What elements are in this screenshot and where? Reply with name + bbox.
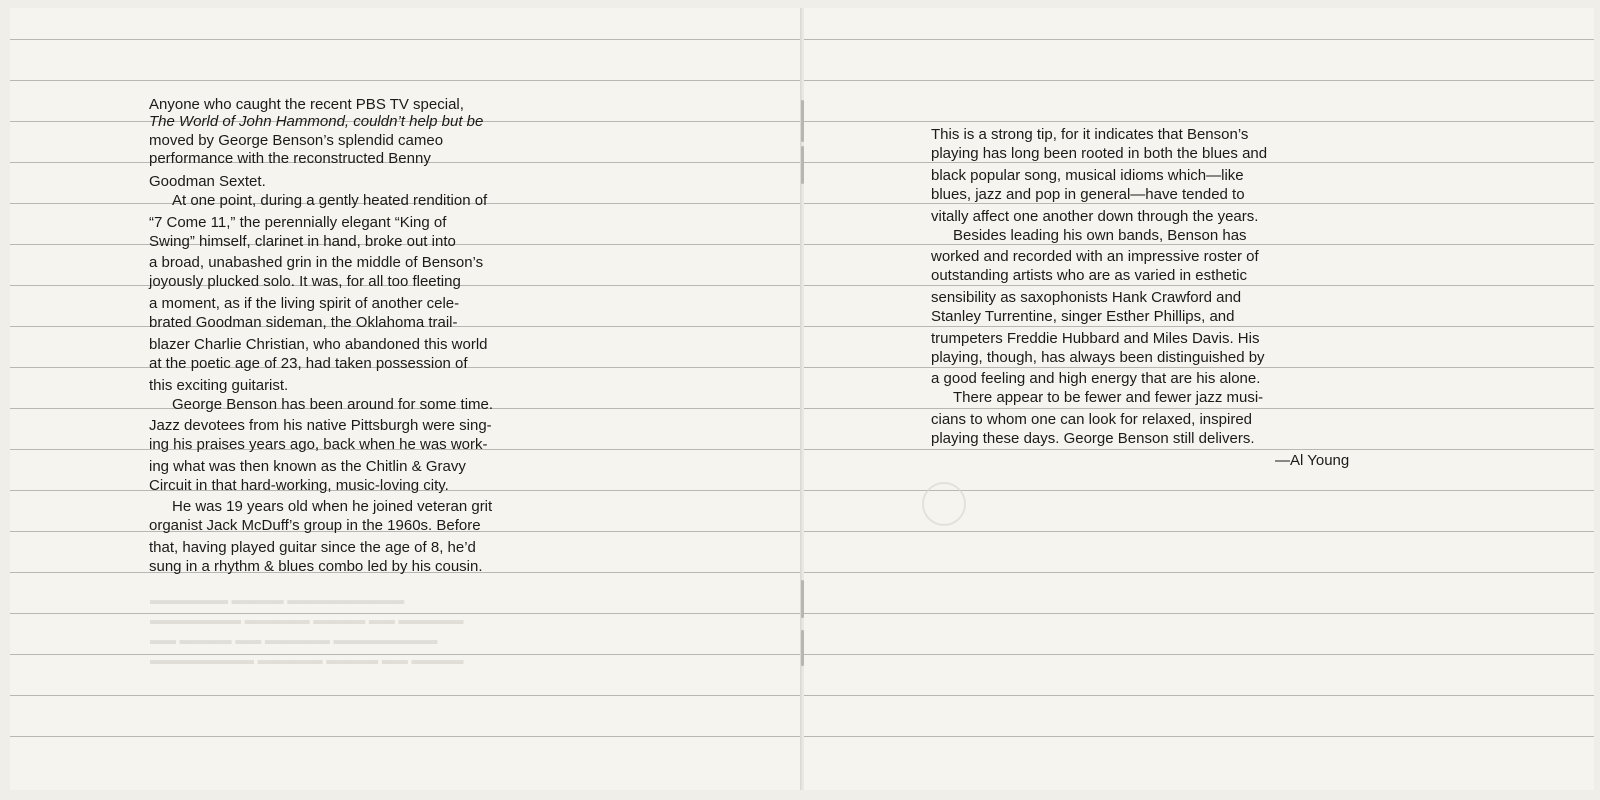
page-rule [804, 80, 1594, 81]
text-line: a moment, as if the living spirit of another cele- [149, 295, 460, 312]
page-rule [804, 326, 1594, 327]
right-page [804, 8, 1594, 790]
page-rule [804, 408, 1594, 409]
page-rule [804, 654, 1594, 655]
show-through-text: ▬▬▬▬▬▬ ▬▬▬▬ ▬▬▬▬▬▬▬▬▬ ▬▬▬▬▬▬▬ ▬▬▬▬▬ ▬▬▬▬ ▬▬ ▬▬▬▬▬ ▬▬ ▬▬▬▬ ▬▬ ▬▬▬▬▬ ▬▬▬▬▬▬▬▬ ▬▬▬▬▬▬▬▬ ▬▬▬▬▬ ▬▬▬▬ ▬▬ ▬▬▬▬ [150, 592, 464, 667]
text-line: blues, jazz and pop in general—have tended to [931, 186, 1245, 203]
left-page [10, 8, 802, 790]
text-line: playing these days. George Benson still delivers. [931, 430, 1255, 447]
text-line: ing his praises years ago, back when he was work- [149, 436, 488, 453]
page-rule [10, 80, 802, 81]
show-through-logo [922, 482, 966, 526]
text-line: At one point, during a gently heated rendition of [172, 192, 488, 209]
page-rule [804, 244, 1594, 245]
text-line: at the poetic age of 23, had taken possession of [149, 355, 468, 372]
text-line: Goodman Sextet. [149, 173, 266, 190]
text-line: performance with the reconstructed Benny [149, 150, 431, 167]
text-line: Stanley Turrentine, singer Esther Phillips, and [931, 308, 1235, 325]
page-rule [804, 285, 1594, 286]
text-line: sensibility as saxophonists Hank Crawford and [931, 289, 1242, 306]
text-line: Circuit in that hard-working, music-loving city. [149, 477, 449, 494]
text-line: playing, though, has always been distinguished by [931, 349, 1265, 366]
page-rule [804, 613, 1594, 614]
text-line [149, 113, 483, 130]
text-line: He was 19 years old when he joined veteran grit [172, 498, 493, 515]
page-rule [804, 449, 1594, 450]
text-line: Swing” himself, clarinet in hand, broke out into [149, 233, 456, 250]
page-rule [804, 490, 1594, 491]
text-line: sung in a rhythm & blues combo led by his cousin. [149, 558, 483, 575]
text-line: Besides leading his own bands, Benson has [953, 227, 1247, 244]
text-line: moved by George Benson’s splendid cameo [149, 132, 444, 149]
text-line: “7 Come 11,” the perennially elegant “King of [149, 214, 447, 231]
text-line: There appear to be fewer and fewer jazz musi- [953, 389, 1264, 406]
text-line: The World of John Hammond, couldn’t help but be [149, 113, 484, 130]
text-line: cians to whom one can look for relaxed, inspired [931, 411, 1253, 428]
text-line: worked and recorded with an impressive roster of [931, 248, 1259, 265]
page-rule [804, 736, 1594, 737]
text-line: vitally affect one another down through the years. [931, 208, 1259, 225]
page-rule [10, 695, 802, 696]
text-line: playing has long been rooted in both the blues and [931, 145, 1268, 162]
page-rule [804, 695, 1594, 696]
text-line: George Benson has been around for some time. [172, 396, 494, 413]
page-rule [804, 39, 1594, 40]
page-rule [804, 531, 1594, 532]
page-rule [804, 121, 1594, 122]
page-rule [804, 203, 1594, 204]
text-line: brated Goodman sideman, the Oklahoma trail- [149, 314, 458, 331]
text-line: Jazz devotees from his native Pittsburgh were sing- [149, 417, 492, 434]
page-rule [804, 572, 1594, 573]
text-line: ing what was then known as the Chitlin & Gravy [149, 458, 466, 475]
text-line: this exciting guitarist. [149, 377, 289, 394]
text-line: organist Jack McDuff’s group in the 1960s. Before [149, 517, 481, 534]
text-line: blazer Charlie Christian, who abandoned this world [149, 336, 488, 353]
text-line: Anyone who caught the recent PBS TV special, [149, 96, 464, 113]
text-line: trumpeters Freddie Hubbard and Miles Davis. His [931, 330, 1260, 347]
text-line: a broad, unabashed grin in the middle of Benson’s [149, 254, 484, 271]
text-line: that, having played guitar since the age of 8, he’d [149, 539, 476, 556]
text-line: outstanding artists who are as varied in esthetic [931, 267, 1248, 284]
text-line: joyously plucked solo. It was, for all too fleeting [149, 273, 461, 290]
text-line: a good feeling and high energy that are his alone. [931, 370, 1261, 387]
page-rule [10, 39, 802, 40]
page-rule [10, 736, 802, 737]
text-line: This is a strong tip, for it indicates that Benson’s [931, 126, 1249, 143]
page-rule [804, 367, 1594, 368]
text-line: black popular song, musical idioms which—like [931, 167, 1244, 184]
author-signature: —Al Young [1275, 452, 1350, 469]
page-rule [804, 162, 1594, 163]
